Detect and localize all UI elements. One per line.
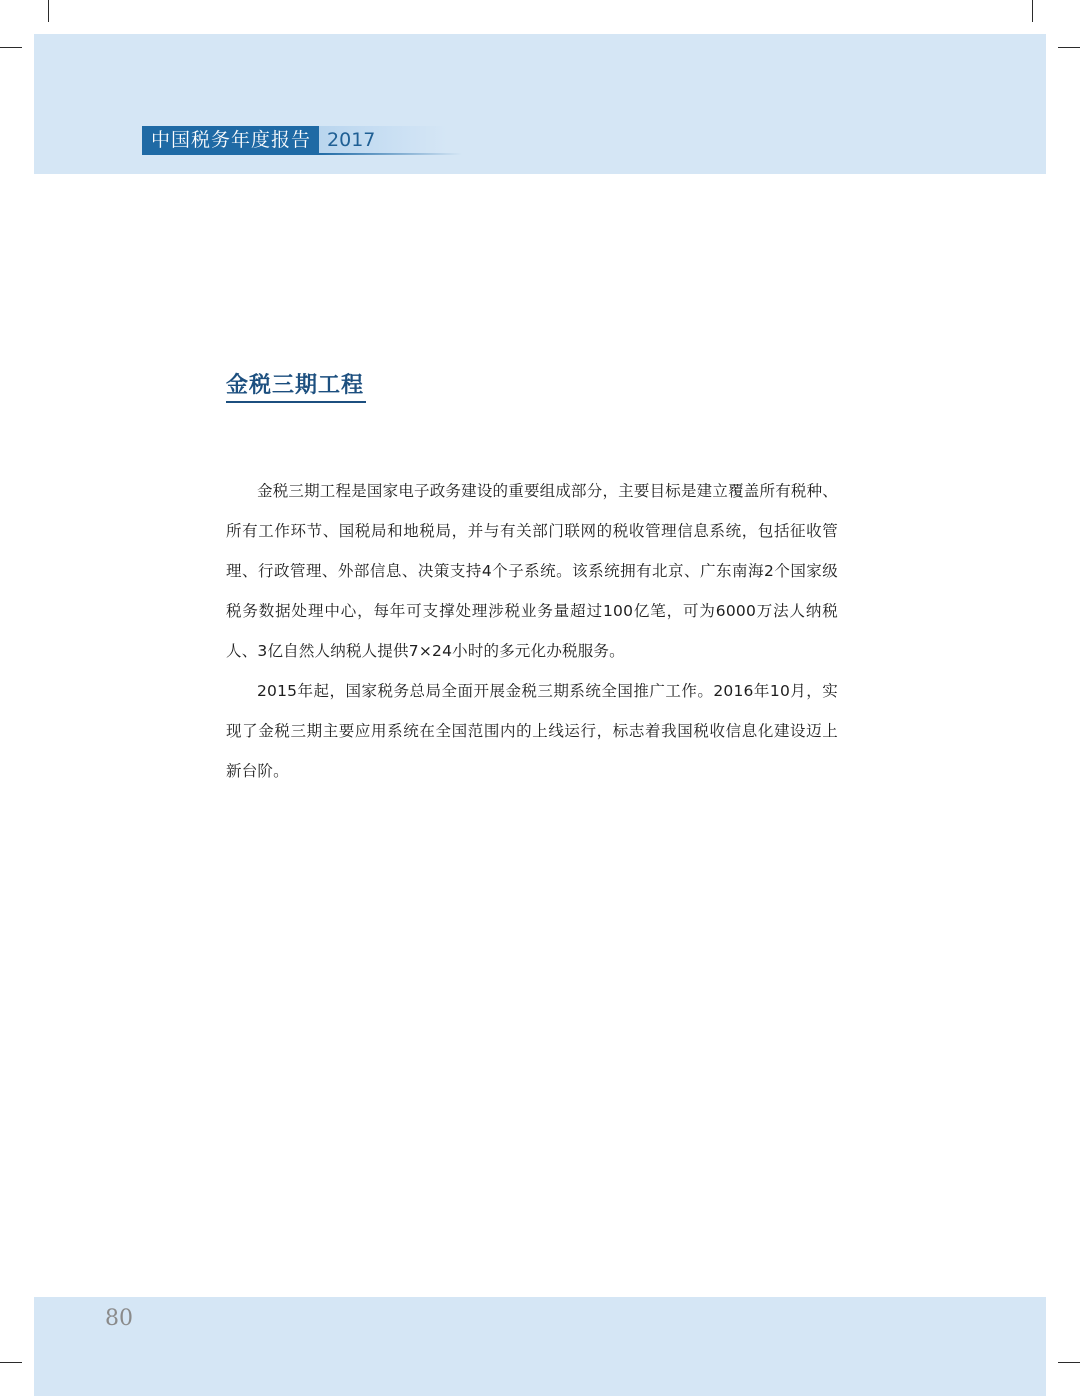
crop-mark-top-right-horizontal (1058, 47, 1080, 48)
header-rule (142, 153, 462, 155)
crop-mark-top-left-vertical (48, 0, 49, 22)
report-year: 2017 (319, 126, 447, 154)
report-title: 中国税务年度报告 (142, 126, 319, 154)
crop-mark-bottom-right-horizontal (1058, 1362, 1080, 1363)
crop-mark-top-right-vertical (1032, 0, 1033, 22)
running-header (142, 126, 447, 154)
page-number: 80 (105, 1306, 133, 1331)
paragraph: 2015年起，国家税务总局全面开展金税三期系统全国推广工作。2016年10月，实现了金税三期主要应用系统在全国范围内的上线运行，标志着我国税收信息化建设迈上新台阶。 (226, 682, 838, 780)
crop-mark-bottom-left-horizontal (0, 1362, 22, 1363)
paragraph: 金税三期工程是国家电子政务建设的重要组成部分，主要目标是建立覆盖所有税种、所有工作环节、国税局和地税局，并与有关部门联网的税收管理信息系统，包括征收管理、行政管理、外部信息、决策支持4个子系统。该系统拥有北京、广东南海2个国家级税务数据处理中心，每年可支撑处理涉税业务量超过100亿笔，可为6000万法人纳税人、3亿自然人纳税人提供7×24小时的多元化办税服务。 (226, 482, 838, 660)
body-text (226, 471, 838, 791)
footer-band (34, 1297, 1046, 1396)
section-title: 金税三期工程 (226, 372, 365, 398)
crop-mark-top-left-horizontal (0, 47, 22, 48)
section-title-underline (226, 401, 366, 403)
